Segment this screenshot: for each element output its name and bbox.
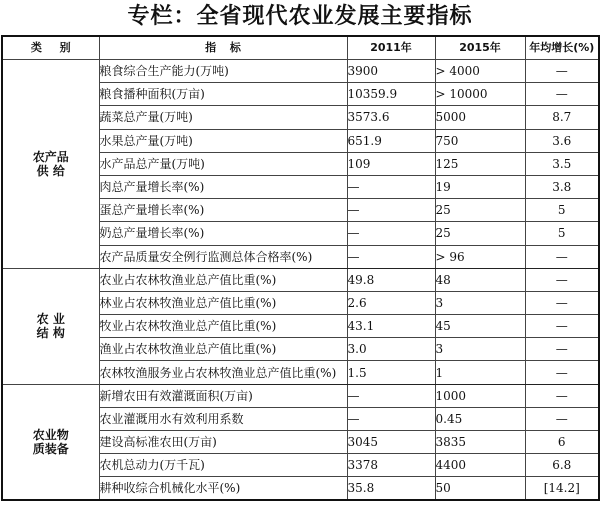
indicator-cell: 渔业占农林牧渔业总产值比重(%) [99, 338, 347, 361]
value-2011-cell: 1.5 [347, 361, 435, 384]
indicator-cell: 蔬菜总产量(万吨) [99, 106, 347, 129]
category-label-line1: 农 业 [36, 312, 65, 327]
value-2011-cell: 2.6 [347, 291, 435, 314]
category-label-line2: 供 给 [36, 163, 65, 178]
value-2011-cell: — [347, 175, 435, 198]
value-2015-cell: > 96 [435, 245, 525, 268]
value-2011-cell: 3573.6 [347, 106, 435, 129]
value-2015-cell: 3835 [435, 431, 525, 454]
indicator-cell: 农林牧渔服务业占农林牧渔业总产值比重(%) [99, 361, 347, 384]
value-2015-cell: 1000 [435, 384, 525, 407]
value-2015-cell: 125 [435, 152, 525, 175]
indicator-cell: 耕种收综合机械化水平(%) [99, 477, 347, 500]
indicator-cell: 农业灌溉用水有效利用系数 [99, 407, 347, 430]
value-2015-cell: > 4000 [435, 60, 525, 83]
category-label-line1: 农产品 [32, 149, 69, 164]
value-2015-cell: 48 [435, 268, 525, 291]
table-body [2, 60, 599, 501]
indicator-cell: 农机总动力(万千瓦) [99, 454, 347, 477]
category-label-line2: 结 构 [36, 326, 65, 341]
category-label-line2: 质装备 [32, 441, 69, 456]
indicator-cell: 水产品总产量(万吨) [99, 152, 347, 175]
value-2011-cell: 49.8 [347, 268, 435, 291]
value-2011-cell: — [347, 245, 435, 268]
growth-cell: 5 [525, 222, 599, 245]
value-2015-cell: 50 [435, 477, 525, 500]
value-2015-cell: > 10000 [435, 83, 525, 106]
indicator-cell: 农业占农林牧渔业总产值比重(%) [99, 268, 347, 291]
indicator-cell: 肉总产量增长率(%) [99, 175, 347, 198]
header-2015: 2015年 [435, 36, 525, 60]
value-2015-cell: 25 [435, 222, 525, 245]
header-category: 类 别 [2, 36, 99, 60]
header-2011: 2011年 [347, 36, 435, 60]
indicator-cell: 粮食综合生产能力(万吨) [99, 60, 347, 83]
indicator-cell: 新增农田有效灌溉面积(万亩) [99, 384, 347, 407]
growth-cell: — [525, 315, 599, 338]
growth-cell: 3.6 [525, 129, 599, 152]
growth-cell: 6 [525, 431, 599, 454]
growth-cell: 6.8 [525, 454, 599, 477]
value-2015-cell: 3 [435, 338, 525, 361]
growth-cell: — [525, 83, 599, 106]
growth-cell: — [525, 245, 599, 268]
value-2015-cell: 5000 [435, 106, 525, 129]
value-2015-cell: 4400 [435, 454, 525, 477]
value-2015-cell: 750 [435, 129, 525, 152]
value-2015-cell: 1 [435, 361, 525, 384]
header-growth: 年均增长(%) [525, 36, 599, 60]
value-2011-cell: 3900 [347, 60, 435, 83]
value-2011-cell: 10359.9 [347, 83, 435, 106]
value-2015-cell: 25 [435, 199, 525, 222]
value-2011-cell: 651.9 [347, 129, 435, 152]
growth-cell: — [525, 338, 599, 361]
growth-cell: 8.7 [525, 106, 599, 129]
growth-cell: 3.8 [525, 175, 599, 198]
value-2011-cell: 35.8 [347, 477, 435, 500]
table-row [2, 268, 599, 291]
value-2011-cell: — [347, 407, 435, 430]
indicator-cell: 蛋总产量增长率(%) [99, 199, 347, 222]
value-2011-cell: 3.0 [347, 338, 435, 361]
table-row [2, 384, 599, 407]
indicator-cell: 牧业占农林牧渔业总产值比重(%) [99, 315, 347, 338]
indicator-cell: 粮食播种面积(万亩) [99, 83, 347, 106]
growth-cell: [14.2] [525, 477, 599, 500]
value-2011-cell: 3378 [347, 454, 435, 477]
category-cell [2, 384, 99, 500]
value-2015-cell: 3 [435, 291, 525, 314]
growth-cell: — [525, 361, 599, 384]
growth-cell: — [525, 407, 599, 430]
category-cell [2, 268, 99, 384]
page-title: 专栏：全省现代农业发展主要指标 [127, 4, 473, 29]
indicator-cell: 林业占农林牧渔业总产值比重(%) [99, 291, 347, 314]
growth-cell: — [525, 291, 599, 314]
value-2011-cell: — [347, 384, 435, 407]
table-header-row [2, 36, 599, 60]
value-2011-cell: 109 [347, 152, 435, 175]
growth-cell: 3.5 [525, 152, 599, 175]
indicator-table [1, 35, 600, 501]
indicator-cell: 水果总产量(万吨) [99, 129, 347, 152]
category-label-line1: 农业物 [32, 427, 69, 442]
value-2011-cell: 3045 [347, 431, 435, 454]
value-2011-cell: — [347, 199, 435, 222]
category-cell [2, 60, 99, 269]
value-2015-cell: 45 [435, 315, 525, 338]
indicator-cell: 农产品质量安全例行监测总体合格率(%) [99, 245, 347, 268]
value-2015-cell: 19 [435, 175, 525, 198]
indicator-cell: 奶总产量增长率(%) [99, 222, 347, 245]
table-row [2, 60, 599, 83]
header-indicator: 指 标 [99, 36, 347, 60]
value-2015-cell: 0.45 [435, 407, 525, 430]
growth-cell: 5 [525, 199, 599, 222]
growth-cell: — [525, 268, 599, 291]
growth-cell: — [525, 60, 599, 83]
value-2011-cell: 43.1 [347, 315, 435, 338]
value-2011-cell: — [347, 222, 435, 245]
growth-cell: — [525, 384, 599, 407]
indicator-cell: 建设高标准农田(万亩) [99, 431, 347, 454]
